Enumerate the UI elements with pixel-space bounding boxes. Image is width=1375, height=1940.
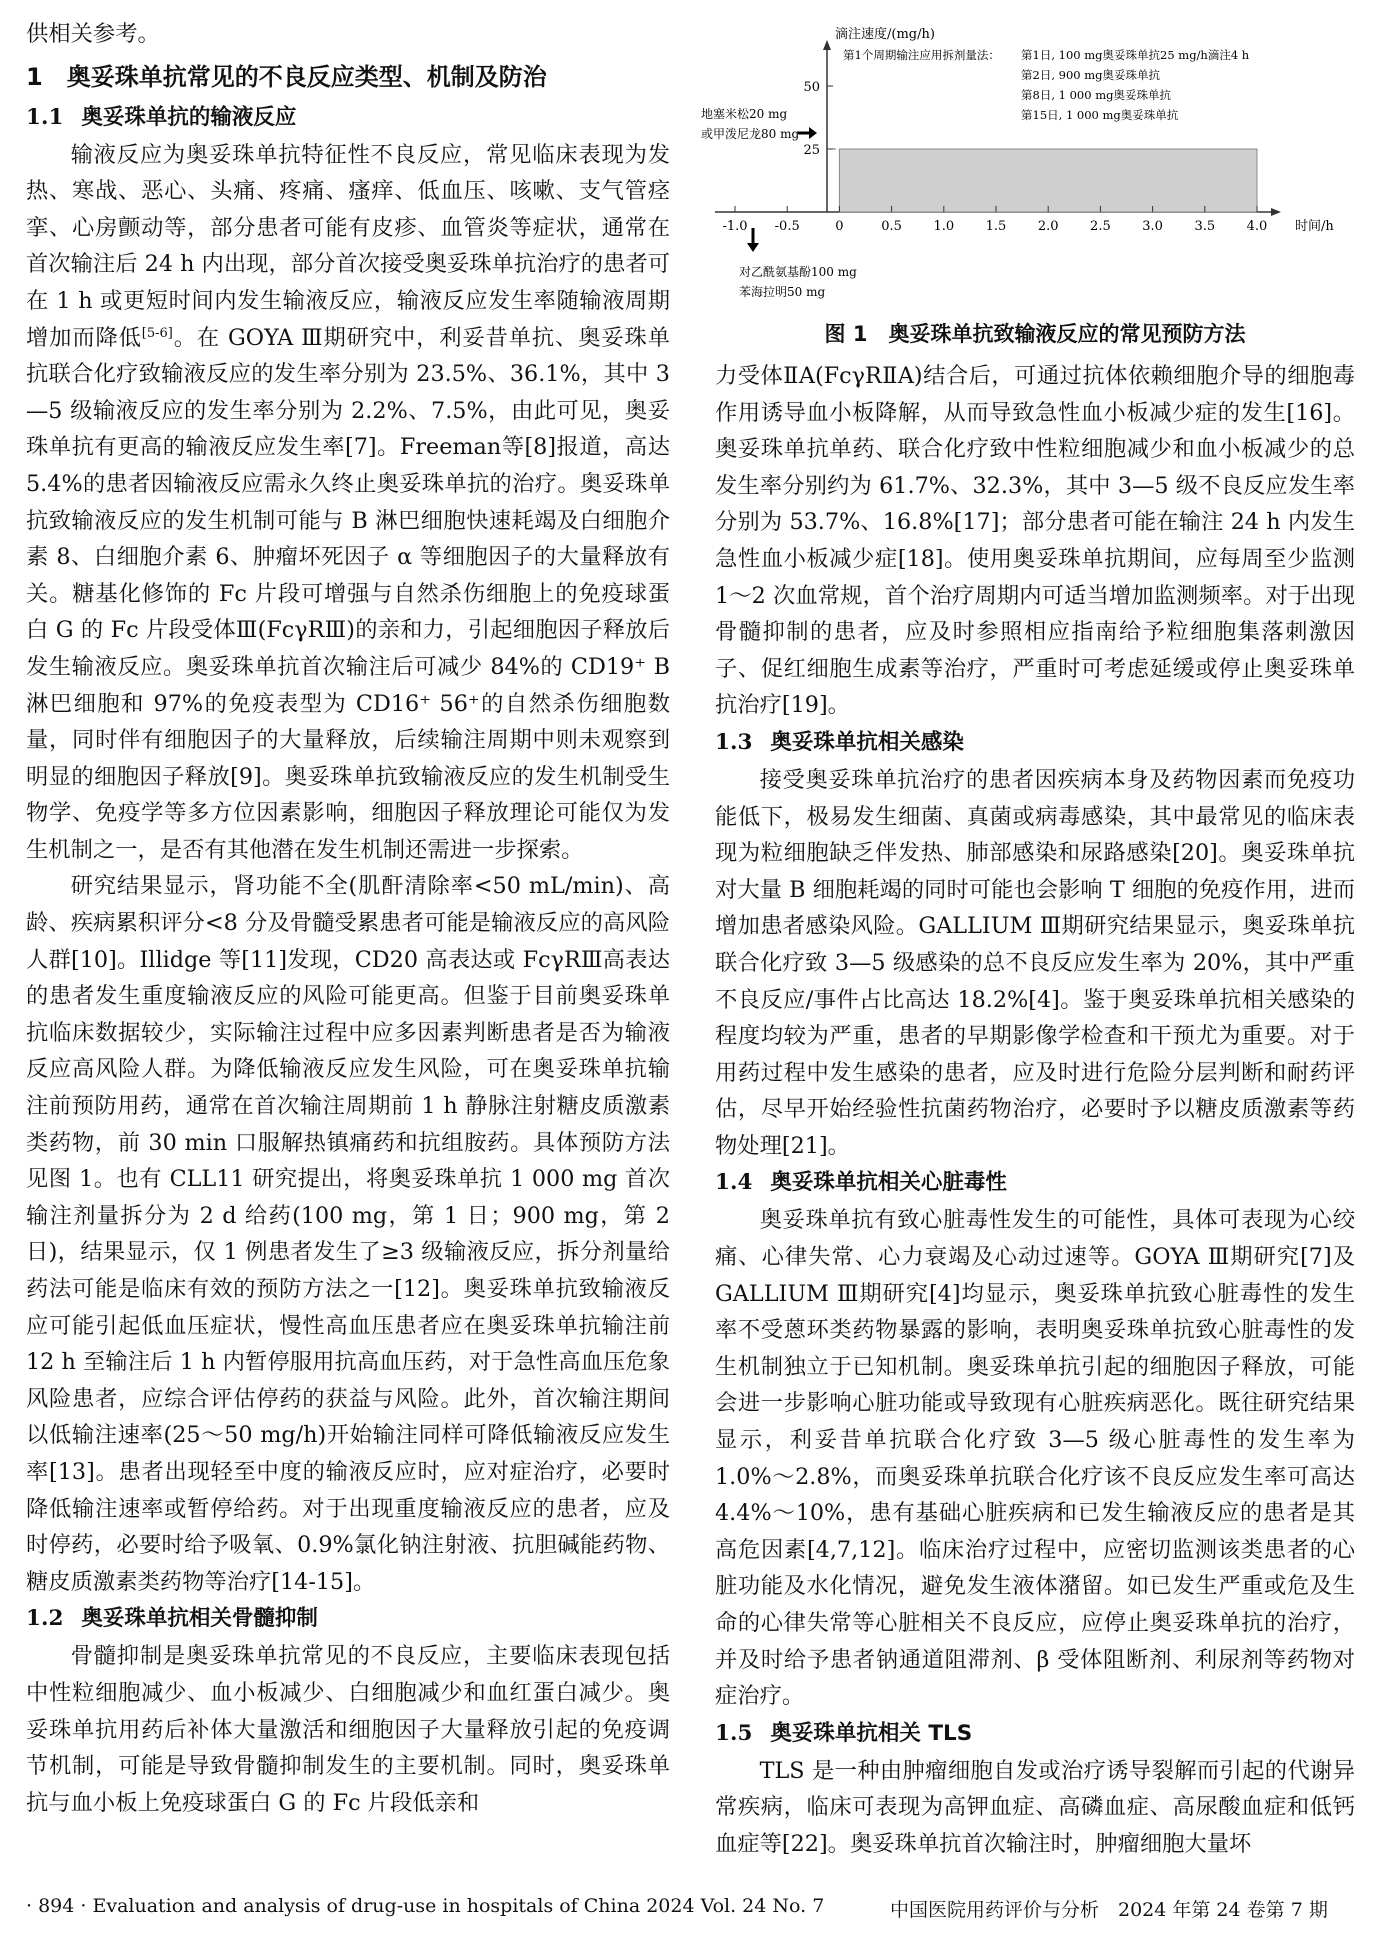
para-r2: 接受奥妥珠单抗治疗的患者因疾病本身及药物因素而免疫功能低下，极易发生细菌、真菌或病毒感染，其中最常见的临床表现为粒细胞缺乏伴发热、肺部感染和尿路感染[20]。奥妥珠单抗对大量 B 细胞耗竭的同时可能也会影响 T 细胞的免疫作用，进而增加患者感染风险。GALLIUM Ⅲ期研究结果显示，奥妥珠单抗联合化疗致 3—5 级感染的总不良反应发生率为 20%，其中严重不良反应/事件占比高达 18.2%[4]。鉴于奥妥珠单抗相关感染的程度均较为严重，患者的早期影像学检查和干预尤为重要。对于用药过程中发生感染的患者，应及时进行危险分层判断和耐药评估，尽早开始经验性抗菌药物治疗，必要时予以糖皮质激素等药物处理[21]。 <box>715 766 1355 1159</box>
subsection-title: 奥妥珠单抗相关心脏毒性 <box>770 1170 1007 1196</box>
y-axis-label: 滴注速度/(mg/h) <box>835 27 935 42</box>
subsection-number: 1.4 <box>715 1170 753 1196</box>
y-ticks <box>803 80 833 158</box>
subsection-title: 奥妥珠单抗的输液反应 <box>81 104 297 130</box>
subsection-heading-1-3 <box>715 724 1355 762</box>
premed-top-1: 地塞米松20 mg <box>701 107 788 121</box>
para-text-tail: 。在 GOYA Ⅲ期研究中，利妥昔单抗、奥妥珠单抗联合化疗致输液反应的发生率分别为 23.5%、36.1%，其中 3—5 级输液反应的发生率分别为 2.2%、7.5%，由此可见，奥妥珠单抗有更高的输液反应发生率[7]。Freeman等[8]报道，高达 5.4%的患者因输液反应需永久终止奥妥珠单抗的治疗。奥妥珠单抗致输液反应的发生机制可能与 B 淋巴细胞快速耗竭及白细胞介素 8、白细胞介素 6、肿瘤坏死因子 α 等细胞因子的大量释放有关。糖基化修饰的 Fc 片段可增强与自然杀伤细胞上的免疫球蛋白 G 的 Fc 片段受体Ⅲ(FcγRⅢ)的亲和力，引起细胞因子释放后发生输液反应。奥妥珠单抗首次输注后可减少 84%的 CD19⁺ B 淋巴细胞和 97%的免疫表型为 CD16⁺ 56⁺的自然杀伤细胞数量，同时伴有细胞因子的大量释放，后续输注周期中则未观察到明显的细胞因子释放[9]。奥妥珠单抗致输液反应的发生机制受生物学、免疫学等多方位因素影响，细胞因子释放理论可能仅为发生机制之一，是否有其他潜在发生机制还需进一步探索。 <box>26 324 670 863</box>
premed-bottom-2: 苯海拉明50 mg <box>739 285 826 299</box>
x-tick-label: 3.5 <box>1194 219 1216 234</box>
x-tick-label: -0.5 <box>774 219 800 234</box>
premed-bottom-1: 对乙酰氨基酚100 mg <box>739 265 857 279</box>
premed-bottom-arrow-icon <box>747 228 759 252</box>
x-tick-label: 1.0 <box>933 219 955 234</box>
para-l6: 骨髓抑制是奥妥珠单抗常见的不良反应，主要临床表现包括中性粒细胞减少、血小板减少、白细胞减少和血红蛋白减少。奥妥珠单抗用药后补体大量激活和细胞因子大量释放引起的免疫调节机制，可能是导致骨髓抑制发生的主要机制。同时，奥妥珠单抗与血小板上免疫球蛋白 G 的 Fc 片段低亲和 <box>26 1643 670 1816</box>
left-column <box>26 16 670 1821</box>
x-tick-label: 3.0 <box>1142 219 1163 234</box>
para-r6: TLS 是一种由肿瘤细胞自发或治疗诱导裂解而引起的代谢异常疾病，临床可表现为高钾血症、高磷血症、高尿酸血症和低钙血症等[22]。奥妥珠单抗首次输注时，肿瘤细胞大量坏 <box>715 1757 1355 1857</box>
subsection-title: 奥妥珠单抗相关 TLS <box>770 1720 973 1746</box>
para-text: 输液反应为奥妥珠单抗特征性不良反应，常见临床表现为发热、寒战、恶心、头痛、疼痛、瘙痒、低血压、咳嗽、支气管痉挛、心房颤动等，部分患者可能有皮疹、血管炎等症状，通常在首次输注后 24 h 内出现，部分首次接受奥妥珠单抗治疗的患者可在 1 h 或更短时间内发生输液反应，输液反应发生率随输液周期增加而降低 <box>26 141 670 351</box>
premed-top-arrow-icon <box>798 127 817 139</box>
figure-1-chart <box>701 16 1355 316</box>
para-r4: 奥妥珠单抗有致心脏毒性发生的可能性，具体可表现为心绞痛、心律失常、心力衰竭及心动过速等。GOYA Ⅲ期研究[7]及 GALLIUM Ⅲ期研究[4]均显示，奥妥珠单抗致心脏毒性的发生率不受蒽环类药物暴露的影响，表明奥妥珠单抗致心脏毒性的发生机制独立于已知机制。奥妥珠单抗引起的细胞因子释放，可能会进一步影响心脏功能或导致现有心脏疾病恶化。既往研究结果显示，利妥昔单抗联合化疗致 3—5 级心脏毒性的发生率为 1.0%～2.8%，而奥妥珠单抗联合化疗该不良反应发生率可高达 4.4%～10%，患有基础心脏疾病和已发生输液反应的患者是其高危因素[4,7,12]。临床治疗过程中，应密切监测该类患者的心脏功能及水化情况，避免发生液体潴留。如已发生严重或危及生命的心律失常等心脏相关不良反应，应停止奥妥珠单抗的治疗，并及时给予患者钠通道阻滞剂、β 受体阻断剂、利尿剂等药物对症治疗。 <box>715 1207 1355 1710</box>
para-r0: 力受体ⅡA(FcγRⅡA)结合后，可通过抗体依赖细胞介导的细胞毒作用诱导血小板降解，从而导致急性血小板减少症的发生[16]。奥妥珠单抗单药、联合化疗致中性粒细胞减少和血小板减少的总发生率分别约为 61.7%、32.3%，其中 3—5 级不良反应发生率分别为 53.7%、16.8%[17]；部分患者可能在输注 24 h 内发生急性血小板减少症[18]。使用奥妥珠单抗期间，应每周至少监测 1～2 次血常规，首个治疗周期内可适当增加监测频率。对于出现骨髓抑制的患者，应及时参照相应指南给予粒细胞集落刺激因子、促红细胞生成素等治疗，严重时可考虑延缓或停止奥妥珠单抗治疗[19]。 <box>715 363 1355 719</box>
premed-top-2: 或甲泼尼龙80 mg <box>701 127 800 141</box>
section-heading-1: 1 奥妥珠单抗常见的不良反应类型、机制及防治 <box>26 62 547 91</box>
subsection-number: 1.2 <box>26 1606 64 1632</box>
figure-1 <box>701 16 1355 316</box>
subsection-heading-1-2 <box>26 1600 670 1638</box>
x-tick-label: -1.0 <box>722 219 748 234</box>
dose-title: 第1个周期输注应用拆剂量法： <box>843 48 1000 62</box>
citation-ref: [5-6] <box>141 325 173 341</box>
infusion-rate-bar <box>839 149 1257 212</box>
subsection-title: 奥妥珠单抗相关骨髓抑制 <box>81 1606 318 1632</box>
figure-1-caption: 图 1 奥妥珠单抗致输液反应的常见预防方法 <box>824 322 1246 346</box>
dose-line-3: 第8日, 1 000 mg奥妥珠单抗 <box>1021 88 1171 102</box>
x-tick-label: 1.5 <box>985 219 1007 234</box>
x-axis-label: 时间/h <box>1295 219 1334 234</box>
dose-line-1: 第1日, 100 mg奥妥珠单抗25 mg/h滴注4 h <box>1021 48 1250 62</box>
x-tick-label: 2.5 <box>1090 219 1111 234</box>
y-tick-label: 50 <box>803 80 820 95</box>
subsection-number: 1.5 <box>715 1720 753 1746</box>
right-column <box>701 16 1355 1863</box>
subsection-heading-1-5 <box>715 1715 1355 1753</box>
infusion-rate-area <box>827 149 1257 212</box>
para-l0: 供相关参考。 <box>26 21 160 47</box>
subsection-number: 1.1 <box>26 104 64 130</box>
subsection-heading-1-4 <box>715 1164 1355 1202</box>
y-axis-arrow <box>823 40 831 50</box>
y-tick-label: 25 <box>803 143 820 158</box>
para-l3 <box>26 137 670 869</box>
dose-line-2: 第2日, 900 mg奥妥珠单抗 <box>1021 68 1160 82</box>
dose-line-4: 第15日, 1 000 mg奥妥珠单抗 <box>1021 108 1179 122</box>
x-tick-label: 0.5 <box>881 219 902 234</box>
footer-journal-cn: 中国医院用药评价与分析 2024 年第 24 卷第 7 期 <box>890 1899 1328 1921</box>
x-tick-label: 4.0 <box>1246 219 1268 234</box>
x-axis-arrow <box>1271 208 1281 216</box>
subsection-heading-1-1 <box>26 99 670 137</box>
para-l4: 研究结果显示，肾功能不全(肌酐清除率<50 mL/min)、高龄、疾病累积评分<8 分及骨髓受累患者可能是输液反应的高风险人群[10]。Illidge 等[11]发现，CD20 高表达或 FcγRⅢ高表达的患者发生重度输液反应的风险可能更高。但鉴于目前奥妥珠单抗临床数据较少，实际输注过程中应多因素判断患者是否为输液反应高风险人群。为降低输液反应发生风险，可在奥妥珠单抗输注前预防用药，通常在首次输注周期前 1 h 静脉注射糖皮质激素类药物，前 30 min 口服解热镇痛药和抗组胺药。具体预防方法见图 1。也有 CLL11 研究提出，将奥妥珠单抗 1 000 mg 首次输注剂量拆分为 2 d 给药(100 mg，第 1 日；900 mg，第 2 日)，结果显示，仅 1 例患者发生了≥3 级输液反应，拆分剂量给药法可能是临床有效的预防方法之一[12]。奥妥珠单抗致输液反应可能引起低血压症状，慢性高血压患者应在奥妥珠单抗输注前 12 h 至输注后 1 h 内暂停服用抗高血压药，对于急性高血压危象风险患者，应综合评估停药的获益与风险。此外，首次输注期间以低输注速率(25～50 mg/h)开始输注同样可降低输液反应发生率[13]。患者出现轻至中度的输液反应时，应对症治疗，必要时降低输注速率或暂停给药。对于出现重度输液反应的患者，应及时停药，必要时给予吸氧、0.9%氯化钠注射液、抗胆碱能药物、糖皮质激素类药物等治疗[14-15]。 <box>26 873 670 1595</box>
x-tick-label: 0 <box>835 219 844 234</box>
subsection-number: 1.3 <box>715 729 753 755</box>
subsection-title: 奥妥珠单抗相关感染 <box>770 729 964 755</box>
footer-journal-en: · 894 · Evaluation and analysis of drug-use in hospitals of China 2024 Vol. 24 No. 7 <box>26 1895 825 1917</box>
x-tick-label: 2.0 <box>1037 219 1059 234</box>
